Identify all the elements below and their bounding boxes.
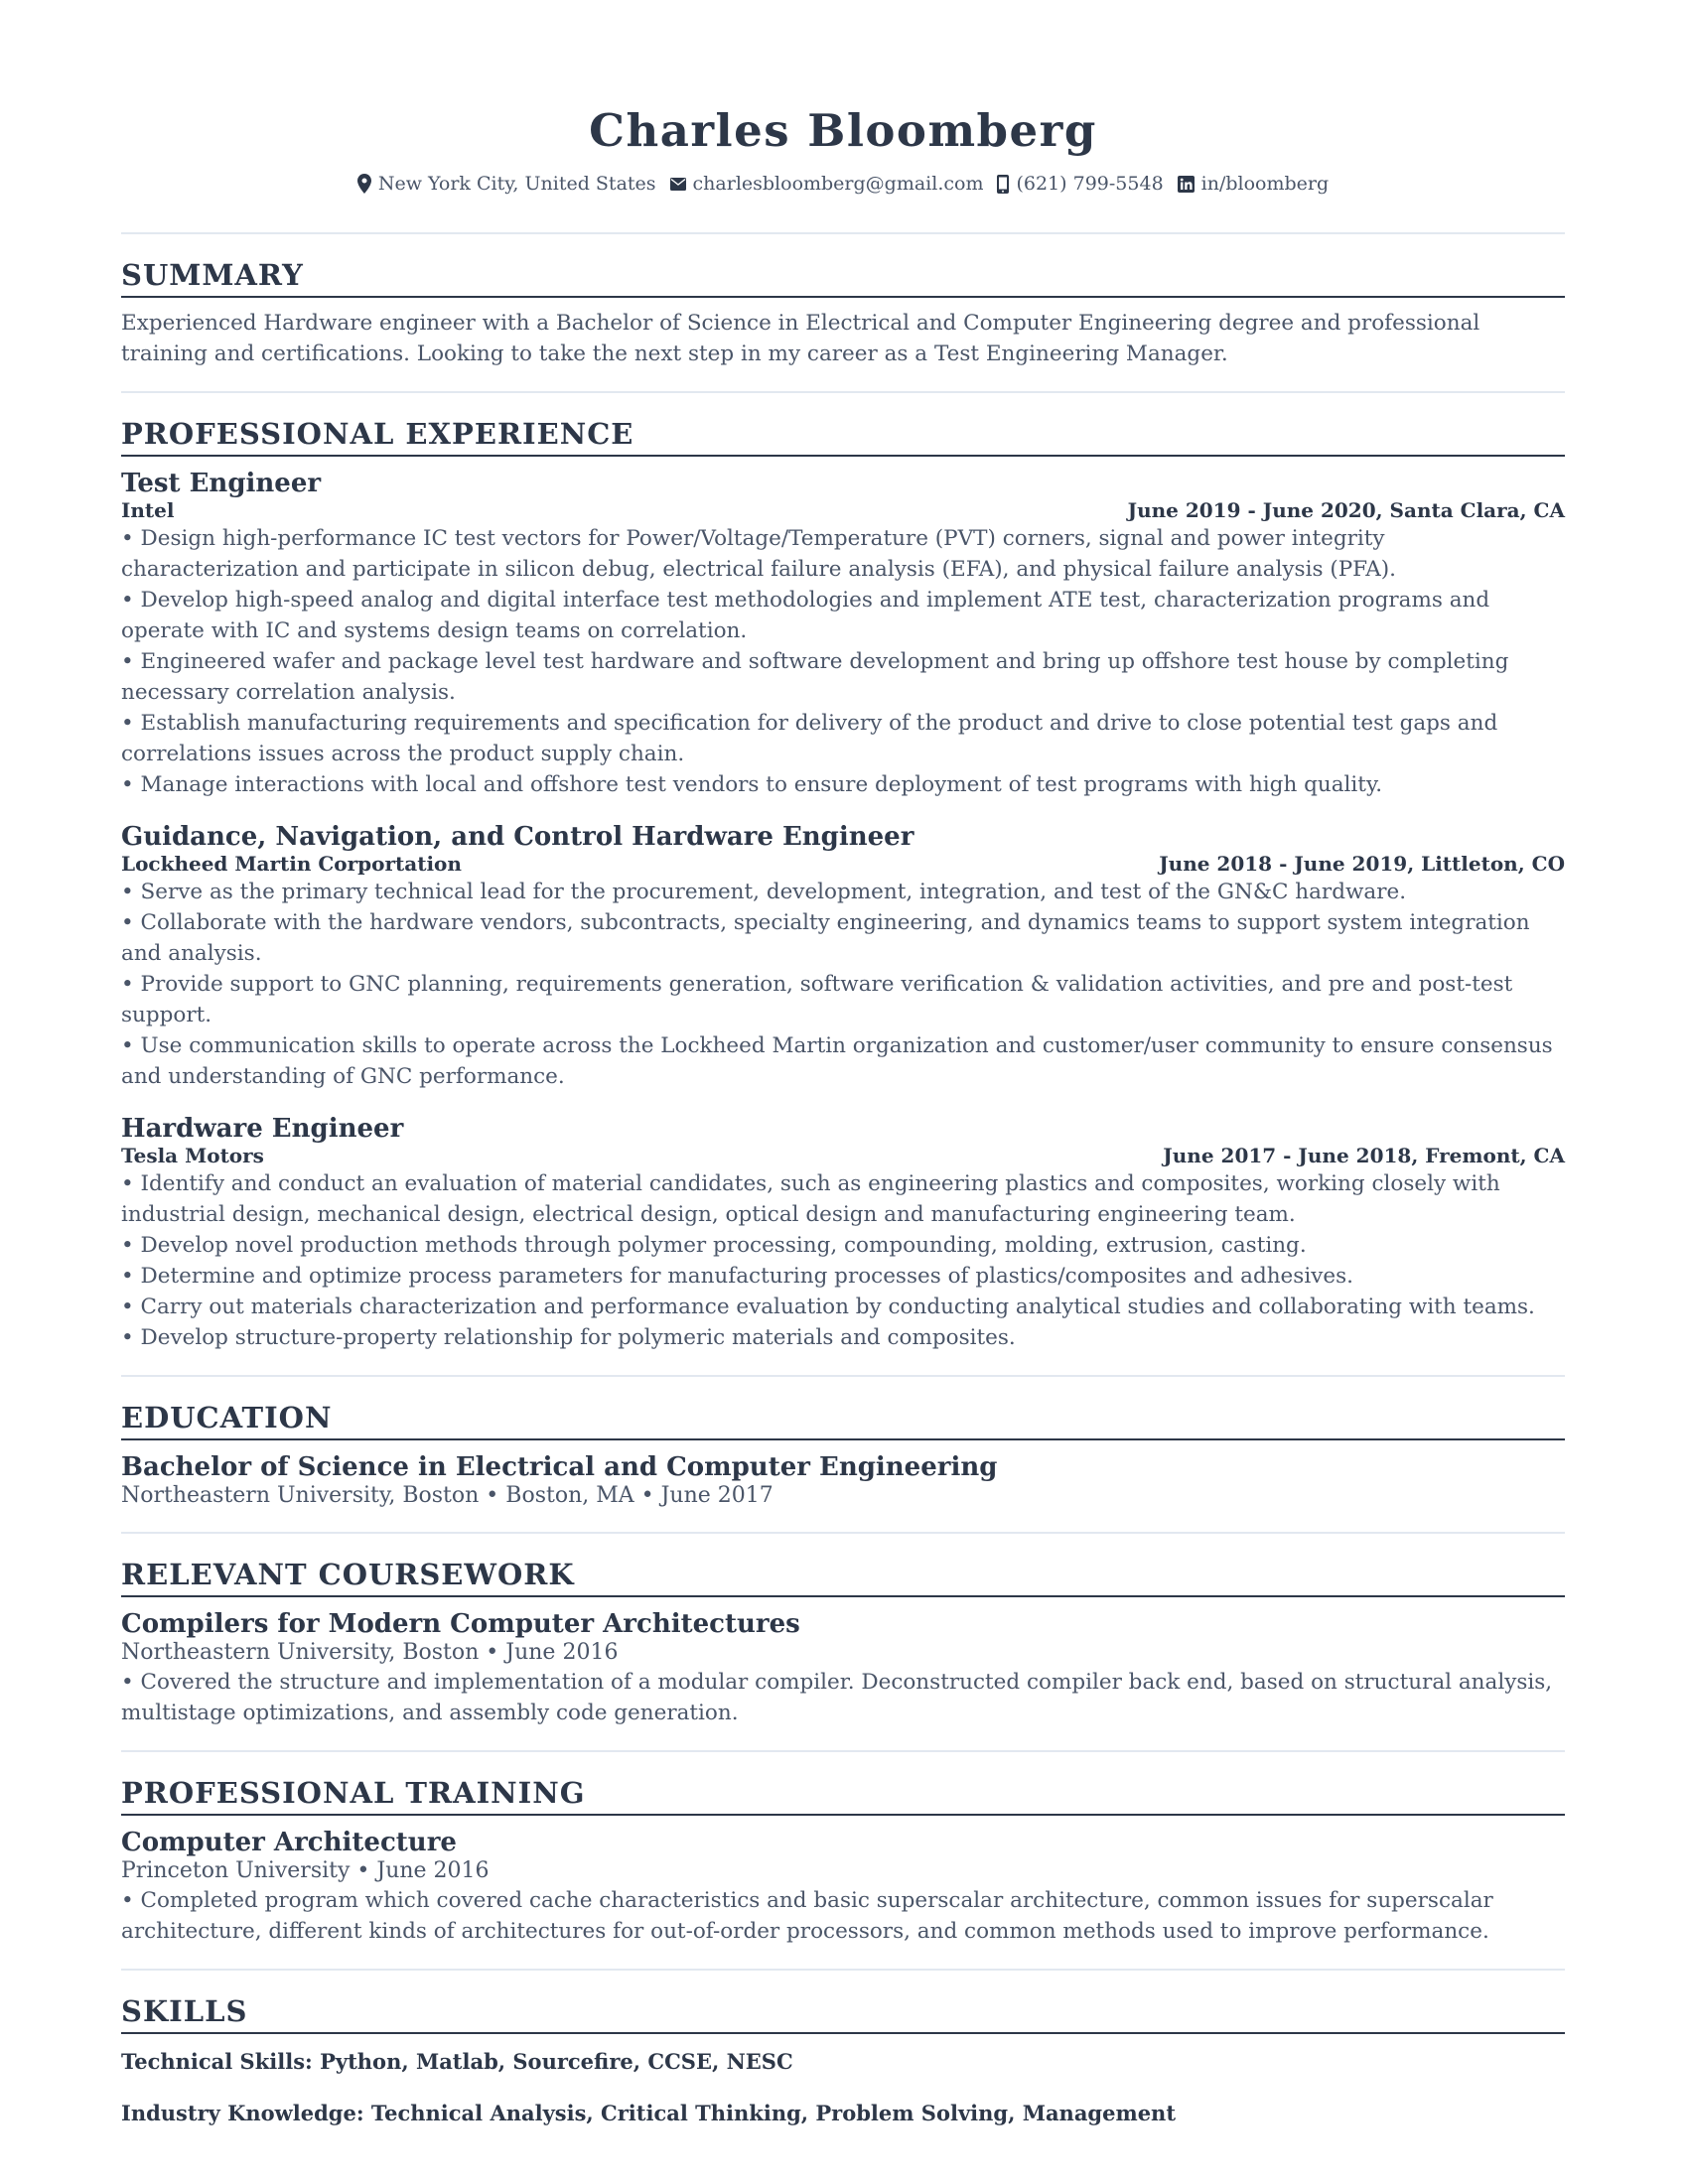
job-bullet: • Establish manufacturing requirements and specification for delivery of the product and drive to close potential test gaps and correlations issues across the product supply chain. [121, 711, 1498, 766]
job-meta-row [121, 852, 1565, 877]
job-bullet: • Provide support to GNC planning, requirements generation, software verification & validation activities, and pre and post-test support. [121, 972, 1513, 1027]
course-details: Northeastern University, Boston • June 2016 [121, 1640, 619, 1665]
training-title: Computer Architecture [121, 1828, 457, 1857]
job-bullet: • Carry out materials characterization and performance evaluation by conducting analytical studies and collaborating with teams. [121, 1295, 1535, 1319]
divider [121, 232, 1565, 234]
job-bullet: • Design high-performance IC test vectors for Power/Voltage/Temperature (PVT) corners, signal and power integrity characterization and participate in silicon debug, electrical failure analysis (EFA), and physical failure analysis (PFA). [121, 526, 1396, 582]
job-bullet: • Manage interactions with local and offshore test vendors to ensure deployment of test programs with high quality. [121, 772, 1383, 797]
divider [121, 1532, 1565, 1534]
education-section [121, 1399, 1565, 1510]
job-bullet: • Determine and optimize process parameters for manufacturing processes of plastics/composites and adhesives. [121, 1264, 1353, 1289]
job-bullet: • Develop high-speed analog and digital interface test methodologies and implement ATE test, characterization programs and operate with IC and systems design teams on correlation. [121, 588, 1490, 643]
divider [121, 1375, 1565, 1377]
technical-skills: Technical Skills: Python, Matlab, Sourcefire, CCSE, NESC [121, 2049, 793, 2074]
section-title-coursework: RELEVANT COURSEWORK [121, 1556, 1565, 1597]
job-meta-row [121, 498, 1565, 523]
location-text: New York City, United States [377, 173, 656, 195]
job-entry-intel [121, 469, 1565, 800]
divider [121, 391, 1565, 393]
contact-bar [121, 173, 1565, 195]
job-dates-location: June 2018 - June 2019, Littleton, CO [1159, 852, 1565, 876]
coursework-entry [121, 1609, 1565, 1728]
training-details: Princeton University • June 2016 [121, 1858, 490, 1883]
job-bullet: • Serve as the primary technical lead for the procurement, development, integration, and test of the GN&C hardware. [121, 880, 1407, 904]
job-title: Test Engineer [121, 469, 322, 498]
industry-knowledge: Industry Knowledge: Technical Analysis, Critical Thinking, Problem Solving, Management [121, 2101, 1177, 2125]
job-bullet: • Use communication skills to operate across the Lockheed Martin organization and customer/user community to ensure consensus and understanding of GNC performance. [121, 1033, 1553, 1089]
degree-title: Bachelor of Science in Electrical and Computer Engineering [121, 1452, 998, 1482]
company-name: Lockheed Martin Corportation [121, 852, 462, 876]
training-description: • Completed program which covered cache characteristics and basic superscalar architecture, common issues for superscalar architecture, different kinds of architectures for out-of-order processors, and common methods used to improve performance. [121, 1888, 1493, 1944]
section-title-experience: PROFESSIONAL EXPERIENCE [121, 415, 1565, 457]
location-pin-icon [357, 174, 371, 194]
training-section [121, 1774, 1565, 1947]
summary-text: Experienced Hardware engineer with a Bachelor of Science in Electrical and Computer Engineering degree and professional training and certifications. Looking to take the next step in my career as a Test Engineering Manager. [121, 311, 1480, 366]
contact-email[interactable] [670, 173, 984, 195]
job-bullet: • Engineered wafer and package level test hardware and software development and bring up offshore test house by completing necessary correlation analysis. [121, 649, 1509, 705]
job-bullet: • Identify and conduct an evaluation of material candidates, such as engineering plastics and composites, working closely with industrial design, mechanical design, electrical design, optical design and manufacturing engineering team. [121, 1171, 1500, 1227]
skills-section [121, 1992, 1565, 2127]
email-text[interactable]: charlesbloomberg@gmail.com [692, 173, 984, 195]
job-title: Guidance, Navigation, and Control Hardware Engineer [121, 822, 914, 852]
course-description: • Covered the structure and implementation of a modular compiler. Deconstructed compiler back end, based on structural analysis, multistage optimizations, and assembly code generation. [121, 1670, 1553, 1725]
education-entry [121, 1452, 1565, 1510]
section-title-education: EDUCATION [121, 1399, 1565, 1440]
linkedin-text[interactable]: in/bloomberg [1200, 173, 1330, 195]
course-title: Compilers for Modern Computer Architectures [121, 1609, 800, 1639]
job-title: Hardware Engineer [121, 1114, 404, 1144]
job-bullet: • Develop structure-property relationship for polymeric materials and composites. [121, 1325, 1016, 1350]
section-title-training: PROFESSIONAL TRAINING [121, 1774, 1565, 1816]
education-details: Northeastern University, Boston • Boston, MA • June 2017 [121, 1483, 774, 1508]
contact-phone[interactable] [997, 173, 1163, 195]
training-entry [121, 1828, 1565, 1947]
job-dates-location: June 2019 - June 2020, Santa Clara, CA [1127, 498, 1565, 522]
job-bullet: • Develop novel production methods through polymer processing, compounding, molding, extrusion, casting. [121, 1233, 1307, 1258]
candidate-name: Charles Bloomberg [589, 104, 1097, 157]
phone-text[interactable]: (621) 799-5548 [1016, 173, 1164, 195]
coursework-section [121, 1556, 1565, 1728]
job-meta-row [121, 1144, 1565, 1168]
envelope-icon [670, 178, 686, 191]
section-title-skills: SKILLS [121, 1992, 1565, 2034]
company-name: Tesla Motors [121, 1144, 264, 1167]
contact-linkedin[interactable] [1178, 173, 1330, 195]
phone-icon [997, 175, 1009, 194]
divider [121, 1969, 1565, 1971]
job-bullet: • Collaborate with the hardware vendors, subcontracts, specialty engineering, and dynamics teams to support system integration and analysis. [121, 910, 1530, 966]
job-dates-location: June 2017 - June 2018, Fremont, CA [1163, 1144, 1565, 1167]
summary-section [121, 256, 1565, 369]
job-entry-lockheed [121, 822, 1565, 1092]
company-name: Intel [121, 498, 175, 522]
experience-section [121, 415, 1565, 1353]
divider [121, 1750, 1565, 1752]
contact-location [357, 173, 656, 195]
linkedin-icon [1178, 176, 1195, 193]
section-title-summary: SUMMARY [121, 256, 1565, 298]
job-entry-tesla [121, 1114, 1565, 1353]
